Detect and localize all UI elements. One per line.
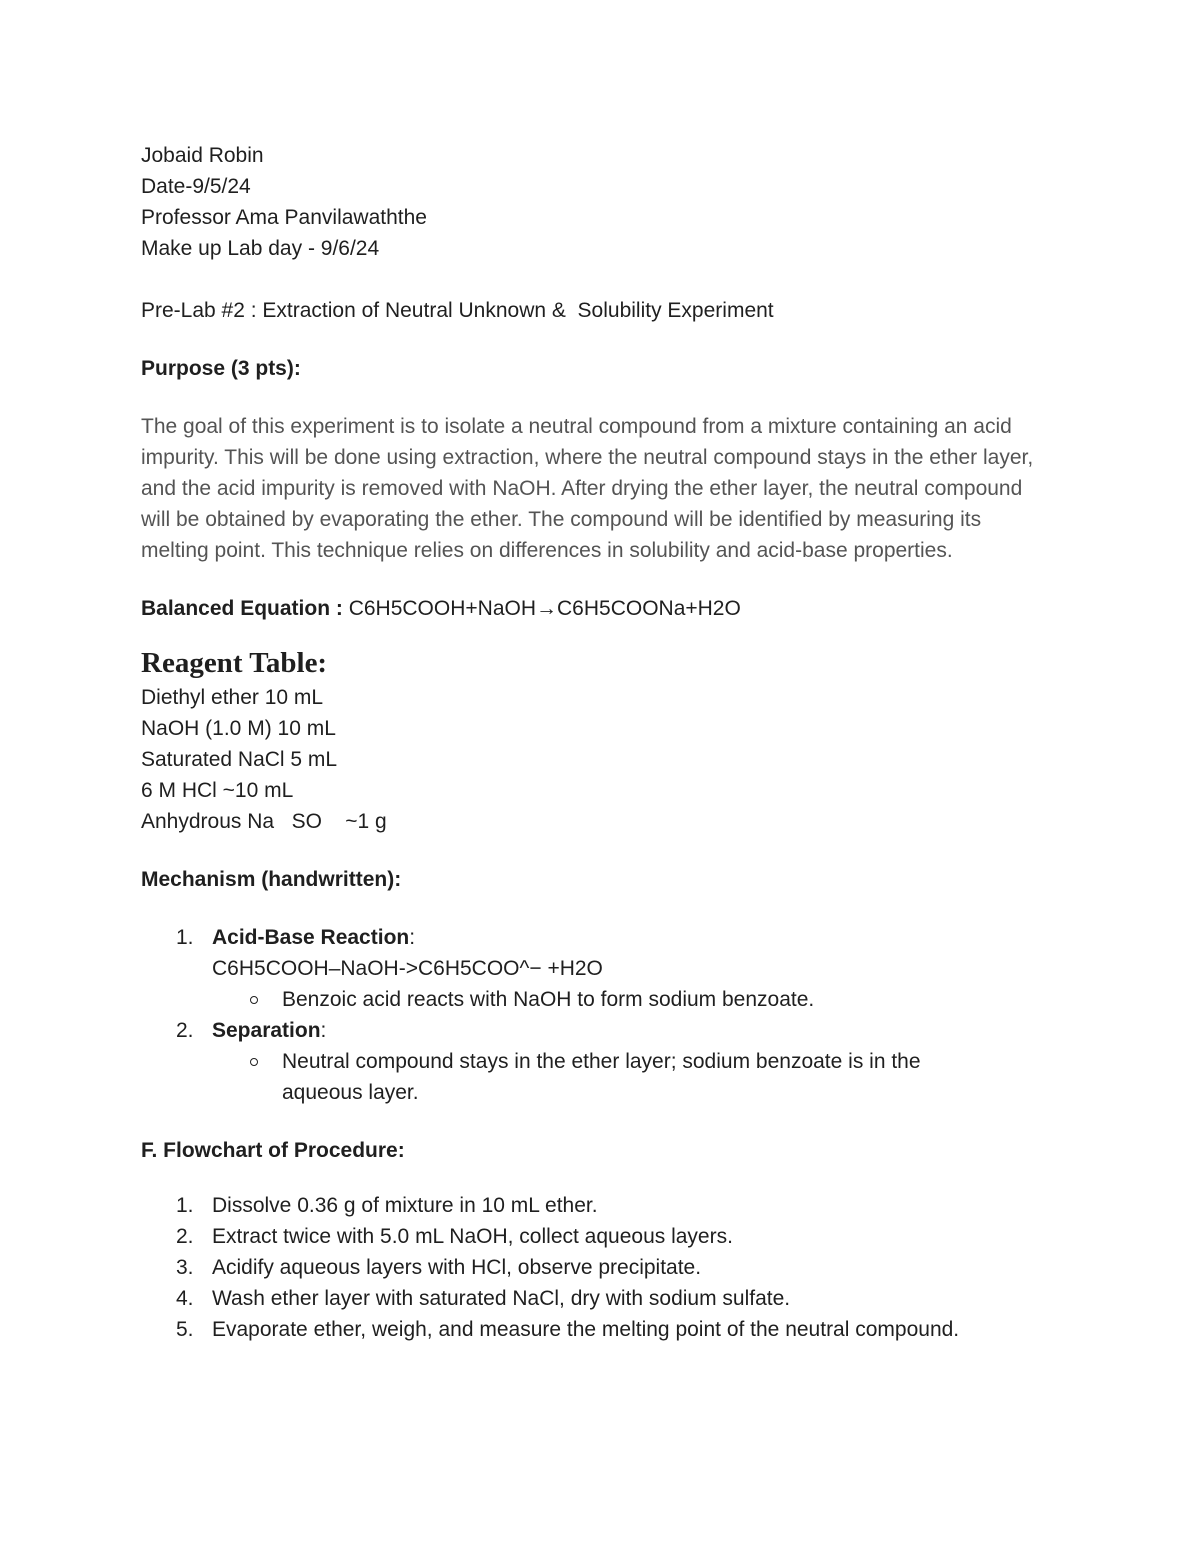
reagent-table-heading: Reagent Table: [141,647,328,679]
bullet-text: Neutral compound stays in the ether layer; sodium benzoate is in the [282,1050,921,1073]
step-colon: : [320,1019,327,1042]
balanced-equation [141,593,1061,624]
step-text: Acidify aqueous layers with HCl, observe precipitate. [212,1256,702,1279]
author-name: Jobaid Robin [141,144,264,167]
step-title: Separation [212,1019,321,1042]
mechanism-bullet-continuation: aqueous layer. [282,1081,419,1104]
document-title: Pre-Lab #2 : Extraction of Neutral Unknown & Solubility Experiment [141,299,774,322]
flowchart-list [141,1190,1061,1345]
mechanism-bullet [141,984,1061,1015]
reagent-item: Anhydrous Na SO ~1 g [141,810,387,833]
step-number: 4. [176,1287,194,1310]
mechanism-step [141,1015,1061,1046]
purpose-heading: Purpose (3 pts): [141,357,301,380]
step-number: 3. [176,1256,194,1279]
equation-value: C6H5COOH+NaOH→C6H5COONa+H2O [348,597,741,620]
step-text: Wash ether layer with saturated NaCl, dry with sodium sulfate. [212,1287,791,1310]
step-title: Acid-Base Reaction [212,926,410,949]
step-number: 1. [176,1194,194,1217]
makeup-line: Make up Lab day - 9/6/24 [141,237,380,260]
mechanism-list [141,922,1061,1108]
professor-line: Professor Ama Panvilawaththe [141,206,427,229]
date-line: Date-9/5/24 [141,175,251,198]
step-colon: : [409,926,416,949]
step-number: 2. [176,1225,194,1248]
reagent-item: Diethyl ether 10 mL [141,686,324,709]
mechanism-step [141,922,1061,953]
mechanism-equation: C6H5COOH–NaOH->C6H5COO^− +H2O [212,957,603,980]
step-number: 5. [176,1318,194,1341]
hollow-bullet-icon [250,1058,258,1066]
flowchart-step [141,1314,1061,1345]
equation-label: Balanced Equation : [141,597,349,620]
step-text: Extract twice with 5.0 mL NaOH, collect aqueous layers. [212,1225,733,1248]
purpose-text: The goal of this experiment is to isolate a neutral compound from a mixture containing an acid impurity. This will be done using extraction, where the neutral compound stays in the ether layer, and the acid impurity is removed with NaOH. After drying the ether layer, the neutral compound will be obtained by evaporating the ether. The compound will be identified by measuring its melting point. This technique relies on differences in solubility and acid-base properties. [141,415,1034,562]
flowchart-step [141,1221,1061,1252]
reagent-item: NaOH (1.0 M) 10 mL [141,717,336,740]
step-number: 2. [176,1019,194,1042]
reagent-item: 6 M HCl ~10 mL [141,779,294,802]
step-text: Evaporate ether, weigh, and measure the melting point of the neutral compound. [212,1318,960,1341]
step-text: Dissolve 0.36 g of mixture in 10 mL ether. [212,1194,598,1217]
reagent-item: Saturated NaCl 5 mL [141,748,338,771]
mechanism-bullet [141,1046,1061,1077]
flowchart-heading: F. Flowchart of Procedure: [141,1139,405,1162]
mechanism-heading: Mechanism (handwritten): [141,868,402,891]
step-number: 1. [176,926,194,949]
bullet-text: Benzoic acid reacts with NaOH to form sodium benzoate. [282,988,815,1011]
flowchart-step [141,1190,1061,1221]
hollow-bullet-icon [250,996,258,1004]
document-page [141,140,1061,1345]
flowchart-step [141,1283,1061,1314]
flowchart-step [141,1252,1061,1283]
